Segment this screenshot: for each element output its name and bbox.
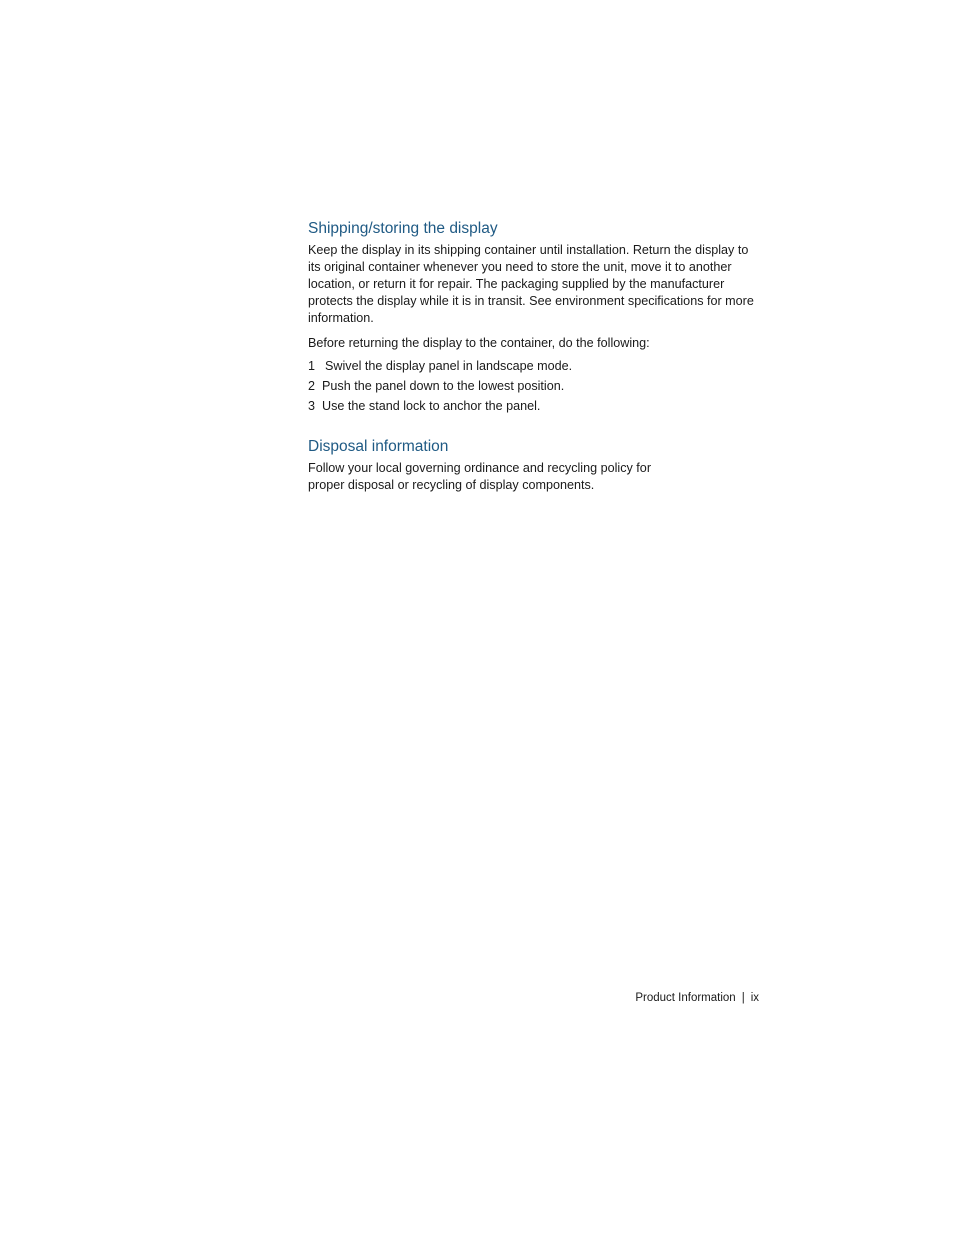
disposal-paragraph: Follow your local governing ordinance and recycling policy for proper disposal or recycling of display components.	[308, 461, 652, 492]
shipping-intro: Before returning the display to the container, do the following:	[308, 336, 650, 350]
disposal-heading: Disposal information	[308, 438, 449, 455]
page-content	[308, 219, 760, 494]
step-text: Swivel the display panel in landscape mode.	[325, 359, 573, 373]
footer-section-title: Product Information	[635, 992, 736, 1004]
step-item	[308, 378, 760, 395]
shipping-paragraph: Keep the display in its shipping container until installation. Return the display to its original container whenever you need to store the unit, move it to another location, or return it for repair. The packaging supplied by the manufacturer protects the display while it is in transit. See environment specifications for more information.	[308, 243, 754, 325]
shipping-steps-list	[308, 358, 760, 415]
page-footer	[635, 990, 759, 1006]
page-number: ix	[750, 992, 759, 1004]
footer-separator: |	[741, 992, 745, 1004]
step-text: Push the panel down to the lowest position.	[322, 379, 565, 393]
step-number: 3	[308, 399, 316, 413]
step-text: Use the stand lock to anchor the panel.	[322, 399, 541, 413]
shipping-heading: Shipping/storing the display	[308, 220, 498, 237]
step-item	[308, 398, 760, 415]
step-number: 2	[308, 379, 316, 393]
disposal-section	[308, 437, 760, 494]
step-item	[308, 358, 760, 375]
step-number: 1	[308, 359, 316, 373]
